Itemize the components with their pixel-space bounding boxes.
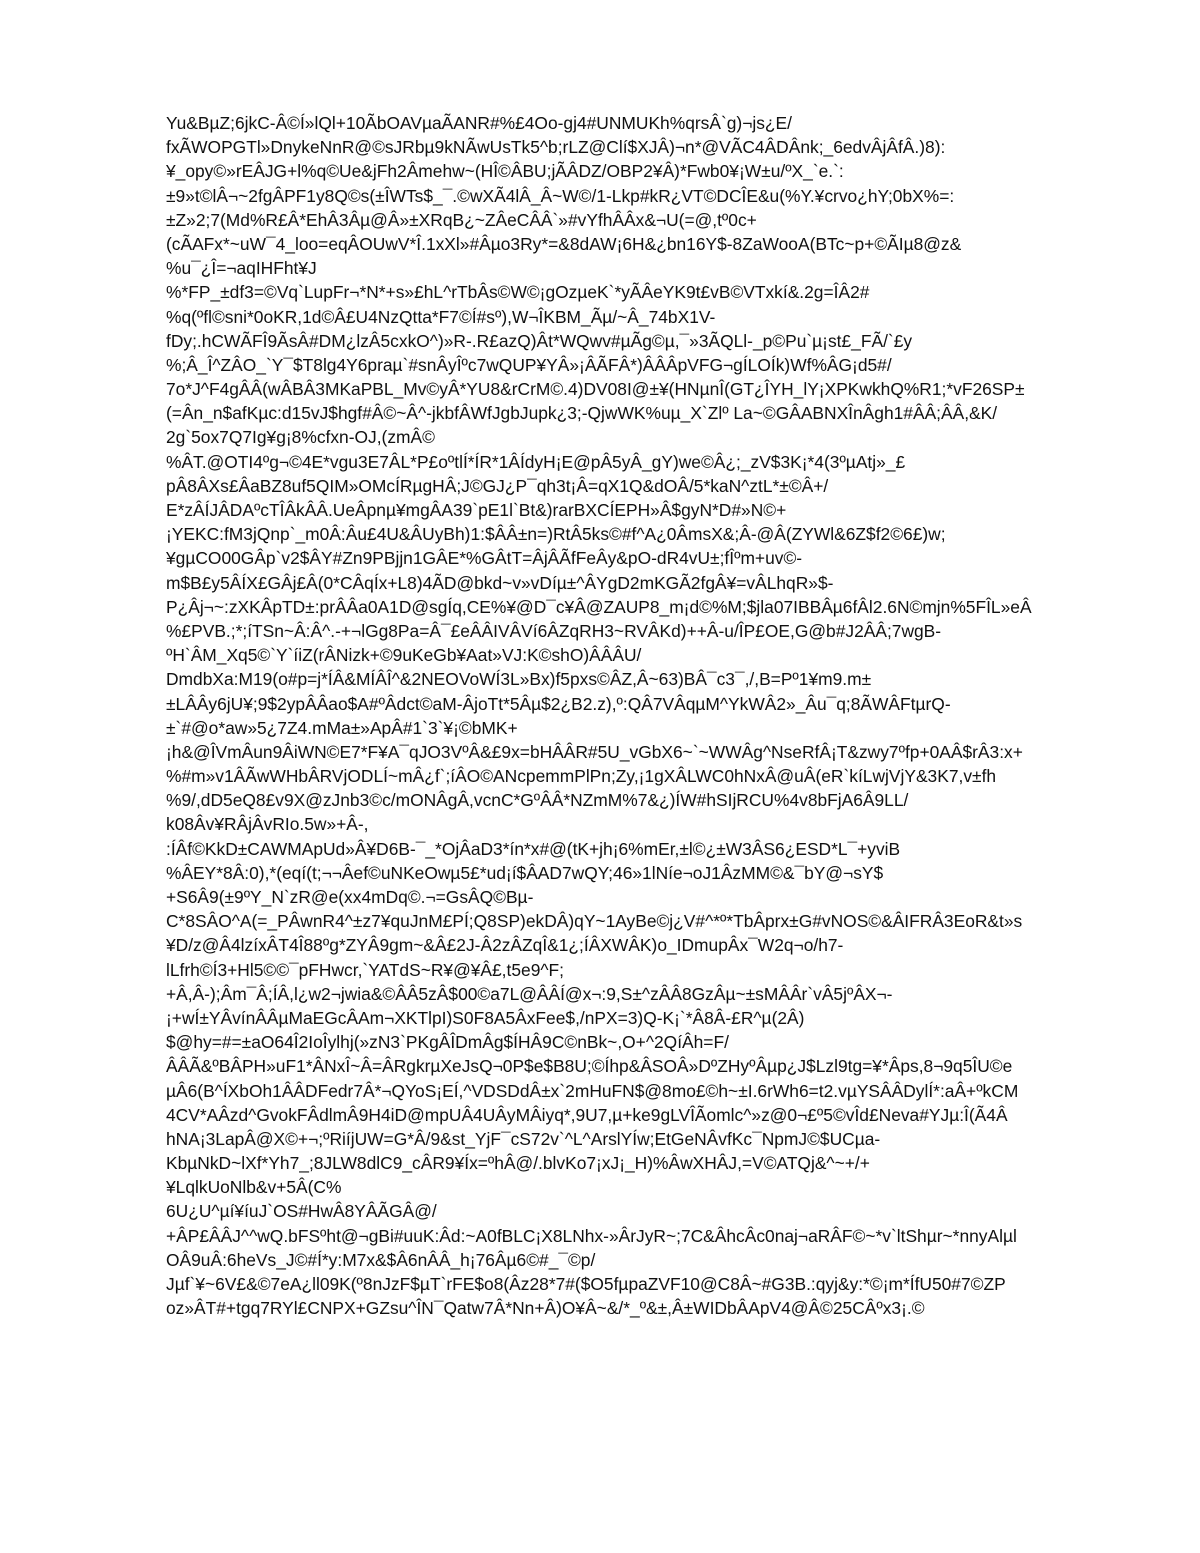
text-line: %q(ºfl©sni*0oKR,1d©Â£U4NzQtta*F7©Í#sº),W¬ÎKBM_Ãµ/~Â_74bX1V-: [166, 306, 716, 327]
text-line: %*FP_±df3=©Vq`LupFr¬*N*+s»£hL^rTbÂs©W©¡gOzµeK`*yÃÂeYK9t£vB©VTxkí&.2g=ÎÂ2#: [166, 282, 870, 303]
text-line: hNA¡3LapÂ@X©+¬;ºRiíjUW=G*Â/9&st_YjF¯cS72v`^L^ArslYÍw;EtGeNÂvfKc¯NpmJ©$UCµa-: [166, 1128, 881, 1149]
text-line: oz»ÂT#+tgq7RYl£CNPX+GZsu^ÎN¯Qatw7Â*Nn+Â)O¥Â~&/*_º&±,Â±WIDbÂApV4@Â©25CÂºx3¡.©: [166, 1298, 925, 1319]
text-line: Yu&BµZ;6jkC-Â©Í»lQl+10ÃbOAVµaÃANR#%£4Oo-gj4#UNMUKh%qrsÂ`g)¬js¿E/: [166, 113, 792, 133]
text-line: OÂ9uÂ:6heVs_J©#Í*y:M7x&$Â6nÂÂ_h¡76Âµ6©#_¯©p/: [166, 1249, 596, 1270]
text-line: ±LÂÂy6jU¥;9$2ypÂÂao$A#ºÂdct©aM-ÂjoTt*5Âµ$2¿B2.z),º:QÂ7VÂqµM^YkWÂ2»_Âu¯q;8ÃWÂFtµrQ-: [166, 693, 951, 714]
text-line: %;Â_Î^ZÂO_`Y¯$T8lg4Y6praµ`#snÂyÎºc7wQUP¥YÂ»¡ÂÃFÂ*)ÂÂÂpVFG¬gÍLOÍk)Wf%ÂG¡d5#/: [166, 354, 892, 375]
text-line: Jµf`¥~6V£&©7eA¿ll09K(º8nJzF$µT`rFE$o8(Âz28*7#($O5fµpaZVF10@C8Â~#G3B.:qyj&y:*©¡m*ÍfU50#7©ZP: [166, 1274, 1006, 1294]
text-line: %ÂEY*8Â:0),*(eqí(t;¬¬Âef©uNKeOwµ5£*ud¡í$ÂAD7wQY;46»1lNíe¬oJ1ÂzMM©&¯bY@¬sY$: [166, 862, 884, 883]
text-line: k08Âv¥RÂjÂvRIo.5w»+Â-,: [166, 814, 369, 835]
text-line: 2g`5ox7Q7Ig¥g¡8%cfxn-OJ,(zmÂ©: [166, 427, 435, 448]
text-line: C*8SÂO^A(=_PÂwnR4^±z7¥quJnM£PÍ;Q8SP)ekDÂ)qY~1AyBe©j¿V#^*º*TbÂprx±G#vNOS©&ÂIFRÂ3EoR&t»s: [166, 911, 1023, 932]
text-line: 7o*J^F4gÂÂ(wÂBÂ3MKaPBL_Mv©yÂ*YU8&rCrM©.4)DV08I@±¥(HNµnÎ(GT¿ÎYH_lY¡XPKwkhQ%R1;*vF26SP±: [166, 379, 1025, 400]
text-line: +ÂP£ÂÂJ^^wQ.bFSºht@¬gBi#uuK:Âd:~A0fBLC¡X8LNhx-»ÂrJyR~;7C&ÂhcÂc0naj¬aRÂF©~*v`ltShµr~*nnyAlµl: [166, 1225, 1017, 1246]
text-line: 6U¿U^µí¥íuJ`OS#HwÂ8YÂÃGÂ@/: [166, 1201, 437, 1222]
document-body: [166, 111, 1156, 1320]
text-line: ¡+wÍ±YÂvínÂÂµMaEGcÂAm¬XKTlpI)S0F8A5ÂxFee$,/nPX=3)Q-K¡`*Â8Â-£R^µ(2Â): [166, 1007, 805, 1028]
text-line: pÂ8ÂXs£ÂaBZ8uf5QIM»OMcÍRµgHÂ;J©GJ¿P¯qh3t¡Â=qX1Q&dOÂ/5*kaN^ztL*±©Â+/: [166, 475, 829, 496]
text-line: 4CV*AÂzd^GvokFÂdlmÂ9H4iD@mpUÂ4UÂyMÂiyq*,9U7,µ+ke9gLVÎÃomlc^»z@0¬£º5©vÎd£Neva#YJµ:Î(Ã4Â: [166, 1104, 1008, 1125]
text-line: P¿Âj¬~:zXKÂpTD±:prÂÂa0A1D@sgÍq,CE%¥@D¯c¥Â@ZAUP8_m¡d©%M;$jla07IBBÂµ6fÂl2.6N©mjn%5FÎL»eÂ: [166, 596, 1032, 617]
text-line: DmdbXa:M19(o#p=j*ÍÂ&MÍÂÎ^&2NEOVoWÍ3L»Bx)f5pxs©ÂZ,Â~63)BÂ¯c3¯,/,B=Pº1¥m9.m±: [166, 669, 872, 690]
text-line: ¥gµCO00GÂp`v2$ÂY#Zn9PBjjn1GÂE*%GÂtT=ÂjÂÃfFeÂy&pO-dR4vU±;fÎºm+uv©-: [166, 548, 803, 569]
text-line: m$B£y5ÂÍX£GÂj£Â(0*CÂqÍx+L8)4ÃD@bkd~v»vDíµ±^ÂYgD2mKGÃ2fgÂ¥=vÂLhqR»$-: [166, 572, 834, 593]
text-line: fxÃWOPGTl»DnykeNnR@©sJRbµ9kNÃwUsTk5^b;rLZ@Clí$XJÂ)¬n*@VÃC4ÂDÂnk;_6edvÂjÂfÂ.)8):: [166, 137, 946, 158]
text-line: ±Z»2;7(Md%R£Â*EhÂ3Âµ@Â»±XRqB¿~ZÂeCÂÂ`»#vYfhÂÂx&¬U(=@,tº0c+: [166, 209, 757, 230]
text-line: ¡h&@ÎVmÂun9ÂiWN©E7*F¥A¯qJO3VºÂ&£9x=bHÂÂR#5U_vGbX6~`~WWÂg^NseRfÂ¡T&zwy7ºfp+0AÂ$rÂ3:x+: [166, 741, 1023, 762]
text-line: (=Ân_n$afKµc:d15vJ$hgf#Â©~Â^-jkbfÂWfJgbJupk¿3;-QjwWK%uµ_X`Zlº La~©GÂABNXÎnÂgh1#ÂÂ;ÂÂ,&K/: [166, 403, 998, 424]
text-line: ¥_opy©»rEÂJG+l%q©Ue&jFh2Âmehw~(HÎ©ÂBU;jÃÂDZ/OBP2¥Â)*Fwb0¥¡W±u/ºX_`e.`:: [166, 161, 844, 182]
text-line: ¡YEKC:fM3jQnp`_m0Â:Âu£4U&ÂUyBh)1:$ÂÂ±n=)RtÂ5ks©#f^A¿0ÂmsX&;Â-@Â(ZYWl&6Z$f2©6£)w;: [166, 524, 946, 545]
text-line: lLfrh©Í3+Hl5©©¯pFHwcr,`YATdS~R¥@¥Â£,t5e9^F;: [166, 959, 564, 980]
text-line: $@hy=#=±aO64Î2IoÎylhj(»zN3`PKgÂÎDmÂg$ÍHÂ9C©nBk~,O+^2QíÂh=F/: [166, 1032, 729, 1053]
text-line: %£PVB.;*;íTSn~Â:Â^.-+¬lGg8Pa=Â¯£eÂÂIVÂVí6ÂZqRH3~RVÂKd)++Â-u/ÎP£OE,G@b#J2ÂÂ;7wgB-: [166, 620, 942, 641]
text-line: ºH`ÂM_Xq5©`Y`íiZ(rÂNizk+©9uKeGb¥Aat»VJ:K©shO)ÂÂÂU/: [166, 645, 642, 666]
text-line: %9/,dD5eQ8£v9X@zJnb3©c/mONÂgÂ,vcnC*GºÂÂ*NZmM%7&¿)ÍW#hSIjRCU%4v8bFjA6Â9LL/: [166, 790, 909, 811]
text-line: E*zÂÍJÂDAºcTÎÂkÂÂ.UeÂpnµ¥mgÂA39`pE1l`Bt&)rarBXCÍEPH»Â$gyN*D#»N©+: [166, 500, 787, 520]
text-line: ±9»t©lÂ¬~2fgÂPF1y8Q©s(±ÎWTs$_¯.©wXÃ4lÂ_Â~W©/1-Lkp#kR¿VT©DCÎE&u(%Y.¥crvo¿hY;0bX%=:: [166, 185, 955, 206]
text-line: µÂ6(B^ÍXbOh1ÂÂDFedr7Â*¬QYoS¡EÍ,^VDSDdÂ±x`2mHuFN$@8mo£©h~±I.6rWh6=t2.vµYSÂÂDylÍ*:aÂ+ºkCM: [166, 1080, 1019, 1101]
text-line: (cÃAFx*~uW¯4_loo=eqÂOUwV*Î.1xXl»#Âµo3Ry*=&8dAW¡6H&¿bn16Y$-8ZaWooA(BTc~p+©ÃIµ8@z&: [166, 233, 962, 254]
text-line: %u¯¿Î=¬aqIHFht¥J: [166, 258, 317, 279]
text-line: ¥D/z@Â4lzíxÂT4Î88ºg*ZYÂ9gm~&Â£2J-Â2zÂZqÎ&1¿;ÍÂXWÂK)o_IDmupÂx¯W2q¬o/h7-: [166, 935, 844, 956]
text-line: ±`#@o*aw»5¿7Z4.mMa±»ApÂ#1`3`¥¡©bMK+: [166, 717, 518, 738]
text-line: %ÂT.@OTI4ºg¬©4E*vgu3E7ÂL*P£oºtlÍ*ÍR*1ÂÍdyH¡E@pÂ5yÂ_gY)we©Â¿;_zV$3K¡*4(3ºµAtj»_£: [166, 451, 906, 472]
text-line: KbµNkD~lXf*Yh7_;8JLW8dlC9_cÂR9¥Íx=ºhÂ@/.blvKo7¡xJ¡_H)%ÂwXHÂJ,=V©ATQj&^~+/+: [166, 1153, 870, 1174]
text-line: %#m»v1ÂÃwWHbÂRVjODLÍ~mÂ¿f`;íÂO©ANcpemmPlPn;Zy,¡1gXÂLWC0hNxÂ@uÂ(eR`kíLwjVjY&3K7,v±fh: [166, 766, 997, 787]
text-line: +S6Â9(±9ºY_N`zR@e(xx4mDq©.¬=GsÂQ©Bµ-: [166, 887, 534, 907]
text-line: ÂÂÃ&ºBÂPH»uF1*ÂNxÎ~Â=ÂRgkrµXeJsQ¬0P$e$B8U;©Íhp&ÂSOÂ»DºZHyºÂµp¿J$Lzl9tg=¥*Âps,8¬9q5ÎU©e: [166, 1056, 1013, 1077]
text-line: +Â,Â-);Âm¯Â;ÍÂ,l¿w2¬jwia&©ÂÂ5zÂ$00©a7L@ÂÂÍ@x¬:9,S±^zÂÂ8GzÂµ~±sMÂÂr`vÂ5jºÂX¬-: [166, 983, 893, 1004]
text-line: :ÍÂf©KkD±CAWMApUd»Â¥D6B-¯_*OjÂaD3*ín*x#@(tK+jh¡6%mEr,±l©¿±W3ÂS6¿ESD*L¯+yviB: [166, 838, 901, 859]
text-line: fDy;.hCWÃFÎ9ÃsÂ#DM¿lzÂ5cxkO^)»R-.R£azQ)Ât*WQwv#µÃg©µ,¯»3ÃQLl-_p©Pu`µ¡st£_FÃ/`£y: [166, 330, 913, 351]
text-line: ¥LqlkUoNlb&v+5Â(C%: [166, 1177, 342, 1198]
